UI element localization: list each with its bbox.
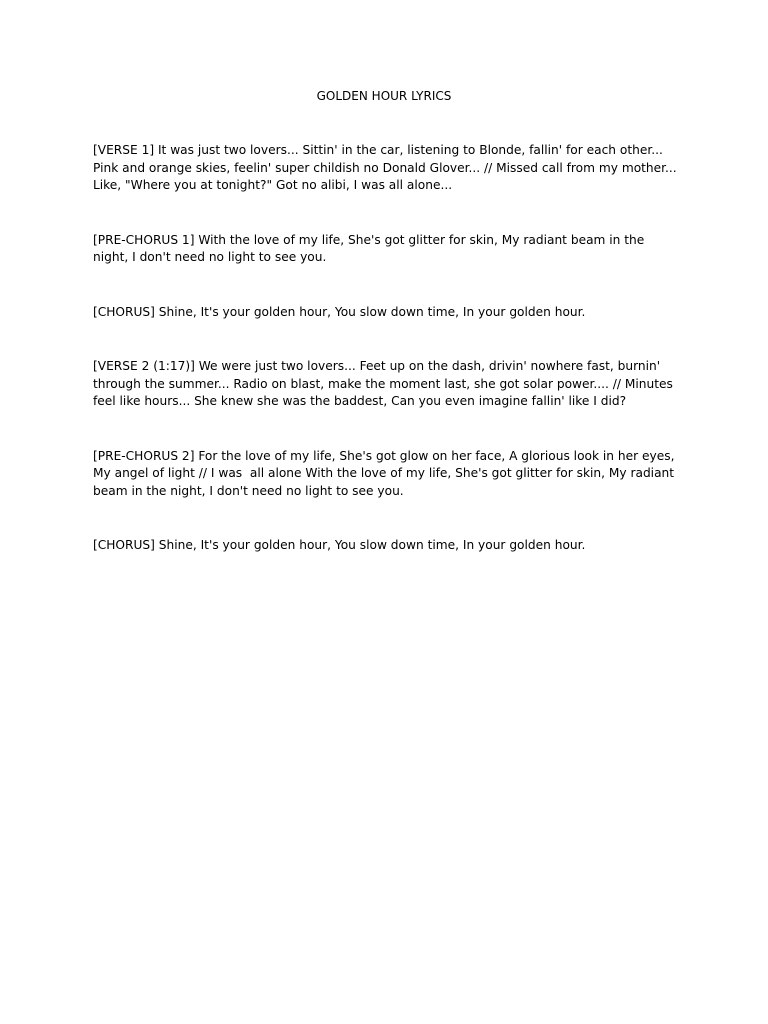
chorus-2-paragraph: [CHORUS] Shine, It's your golden hour, You slow down time, In your golden hour.: [93, 538, 586, 552]
document-title: GOLDEN HOUR LYRICS: [316, 89, 452, 103]
lyrics-body: [93, 142, 681, 592]
verse-2-paragraph: [VERSE 2 (1:17)] We were just two lovers... Feet up on the dash, drivin' nowhere fast, burnin' through the summer... Radio on blast, make the moment last, she got solar power.... // Minutes feel like hours... She knew she was the baddest, Can you even imagine fallin' like I did?: [93, 359, 677, 408]
verse-1-paragraph: [VERSE 1] It was just two lovers... Sittin' in the car, listening to Blonde, fallin' for each other... Pink and orange skies, feelin' super childish no Donald Glover... // Missed call from my mother... Like, "Where you at tonight?" Got no alibi, I was all alone...: [93, 143, 681, 192]
pre-chorus-1-paragraph: [PRE-CHORUS 1] With the love of my life, She's got glitter for skin, My radiant beam in the night, I don't need no light to see you.: [93, 232, 649, 264]
chorus-1-paragraph: [CHORUS] Shine, It's your golden hour, You slow down time, In your golden hour.: [93, 304, 586, 319]
pre-chorus-2-paragraph: [PRE-CHORUS 2] For the love of my life, She's got glow on her face, A glorious look in her eyes, My angel of light // I was all alone With the love of my life, She's got glitter for skin, My radiant beam in the night, I don't need no light to see you.: [93, 448, 679, 498]
